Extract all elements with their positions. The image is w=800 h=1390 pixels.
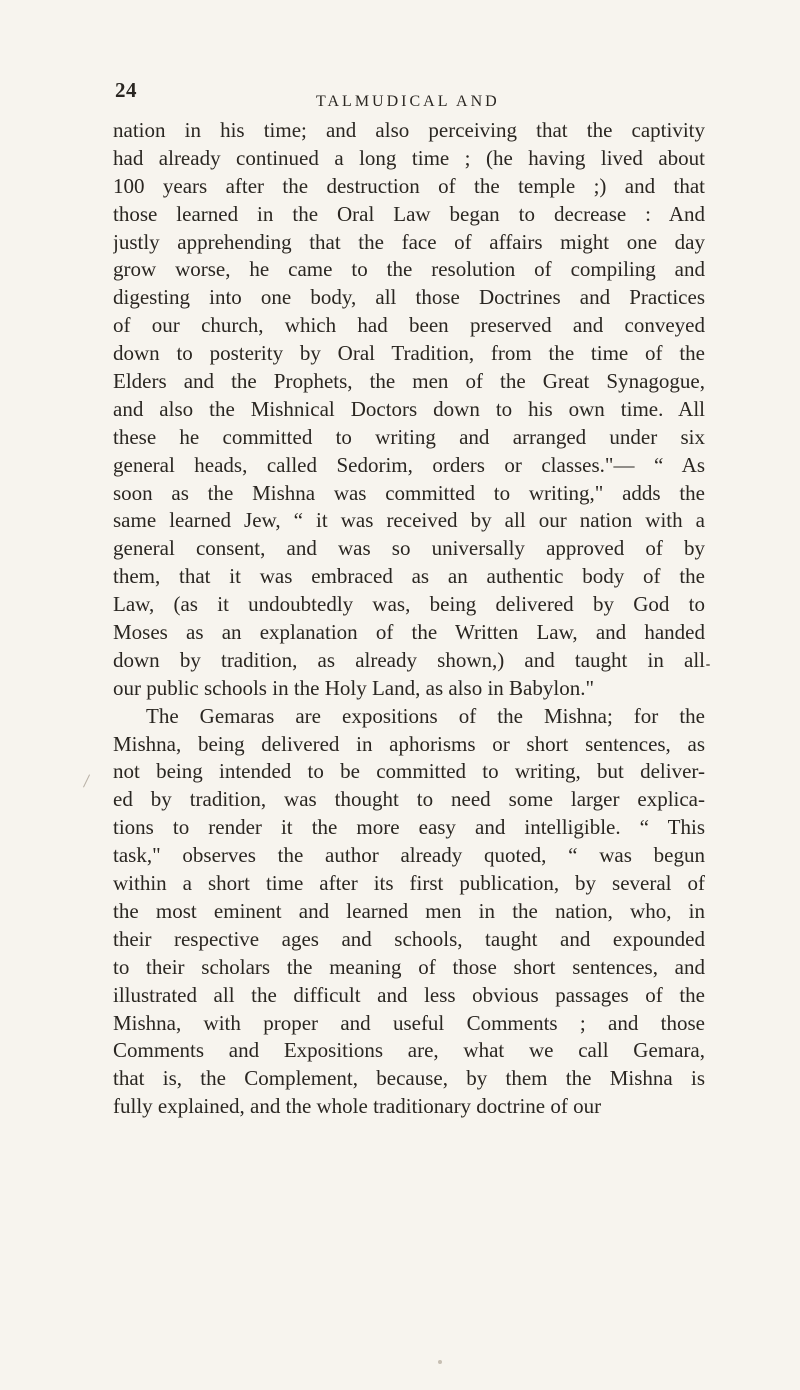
- text-line: within a short time after its first publication, by several of: [113, 871, 705, 896]
- text-line: same learned Jew, “ it was received by all our nation with a: [113, 508, 705, 533]
- text-line: not being intended to be committed to writing, but deliver-: [113, 759, 705, 784]
- margin-dot: [706, 664, 710, 666]
- text-line: general heads, called Sedorim, orders or classes."— “ As: [113, 452, 705, 477]
- text-line: down by tradition, as already shown,) and taught in all: [113, 647, 705, 672]
- margin-pencil-mark: [83, 774, 90, 787]
- text-line: The Gemaras are expositions of the Mishna; for the: [146, 703, 705, 728]
- text-line: Comments and Expositions are, what we call Gemara,: [113, 1038, 705, 1063]
- text-line: nation in his time; and also perceiving that the captivity: [113, 118, 705, 142]
- text-line: these he committed to writing and arranged under six: [113, 424, 705, 449]
- running-head: TALMUDICAL AND: [316, 93, 500, 110]
- text-line: the most eminent and learned men in the nation, who, in: [113, 898, 705, 923]
- text-line: to their scholars the meaning of those short sentences, and: [113, 954, 705, 979]
- text-line: 100 years after the destruction of the temple ;) and that: [113, 173, 705, 198]
- text-line: digesting into one body, all those Doctrines and Practices: [113, 285, 705, 310]
- text-line: soon as the Mishna was committed to writing," adds the: [113, 480, 705, 505]
- text-line: Law, (as it undoubtedly was, being delivered by God to: [113, 592, 705, 617]
- text-line: them, that it was embraced as an authentic body of the: [113, 564, 705, 589]
- text-line: grow worse, he came to the resolution of compiling and: [113, 257, 705, 282]
- text-line: had already continued a long time ; (he having lived about: [113, 145, 705, 170]
- text-line: fully explained, and the whole traditionary doctrine of our: [113, 1094, 602, 1119]
- page-number: 24: [115, 78, 137, 102]
- text-line: Mishna, being delivered in aphorisms or short sentences, as: [113, 731, 705, 756]
- text-line: Mishna, with proper and useful Comments ; and those: [113, 1010, 705, 1035]
- text-line: Moses as an explanation of the Written Law, and handed: [113, 620, 705, 645]
- text-line: general consent, and was so universally approved of by: [113, 536, 705, 561]
- body-text: [113, 117, 705, 1121]
- text-line: their respective ages and schools, taught and expounded: [113, 926, 705, 951]
- text-line: ed by tradition, was thought to need some larger explica-: [113, 787, 705, 812]
- text-line: of our church, which had been preserved and conveyed: [113, 313, 705, 338]
- text-line: that is, the Complement, because, by them the Mishna is: [113, 1066, 705, 1091]
- text-line: down to posterity by Oral Tradition, from the time of the: [113, 341, 705, 366]
- text-line: tions to render it the more easy and intelligible. “ This: [113, 815, 705, 840]
- text-line: and also the Mishnical Doctors down to his own time. All: [113, 396, 705, 421]
- footer-dot: [438, 1360, 442, 1364]
- text-line: justly apprehending that the face of affairs might one day: [113, 229, 705, 254]
- text-line: task," observes the author already quoted, “ was begun: [113, 843, 705, 868]
- text-line: illustrated all the difficult and less obvious passages of the: [113, 982, 705, 1007]
- text-line: Elders and the Prophets, the men of the Great Synagogue,: [113, 369, 705, 394]
- text-line: our public schools in the Holy Land, as also in Babylon.": [113, 675, 595, 700]
- text-line: those learned in the Oral Law began to decrease : And: [113, 201, 705, 226]
